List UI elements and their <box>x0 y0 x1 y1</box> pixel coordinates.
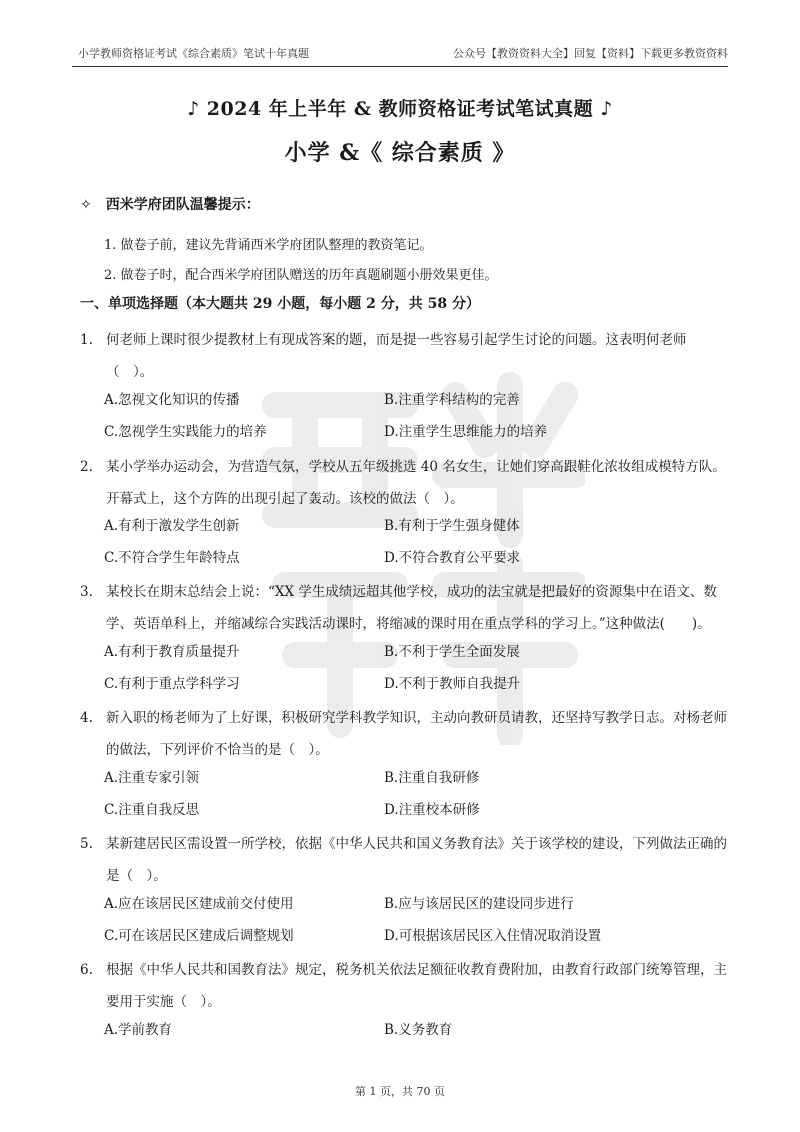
tip-item-2: 2. 做卷子时，配合西米学府团队赠送的历年真题刷题小册效果更佳。 <box>104 268 498 283</box>
option-c: C.注重自我反思 <box>104 802 200 818</box>
option-a: A.有利于激发学生创新 <box>104 518 240 534</box>
option-c: C.可在该居民区建成后调整规划 <box>104 928 294 944</box>
option-a: A.应在该居民区建成前交付使用 <box>104 896 294 912</box>
sparkle-icon: ✧ <box>80 197 92 213</box>
question-number: 3. <box>80 584 93 600</box>
option-a: A.注重专家引领 <box>104 770 200 786</box>
option-c: C.忽视学生实践能力的培养 <box>104 424 267 440</box>
question-4 <box>80 702 730 766</box>
page-footer: 第 1 页，共 70 页 <box>355 1085 445 1098</box>
option-a: A.有利于教育质量提升 <box>104 644 240 660</box>
option-d: D.注重校本研修 <box>384 802 480 818</box>
option-c: C.不符合学生年龄特点 <box>104 550 240 566</box>
question-number: 1. <box>80 332 93 348</box>
section-title: 一、单项选择题（本大题共 29 小题，每小题 2 分，共 58 分） <box>80 296 480 312</box>
question-number: 6. <box>80 962 93 978</box>
option-d: D.不符合教育公平要求 <box>384 550 521 566</box>
option-b: B.注重学科结构的完善 <box>384 392 520 408</box>
tips-heading-text: 西米学府团队温馨提示： <box>105 197 260 213</box>
header-right-text: 公众号【教资资料大全】回复【资料】下载更多教资资料 <box>453 47 728 60</box>
question-stem: 某校长在期末总结会上说：“XX 学生成绩远超其他学校，成功的法宝就是把最好的资源集中在语文、数学、英语单科上，并缩减综合实践活动课时，将缩减的课时用在重点学科的学习上。”这种做法( )。 <box>106 584 717 632</box>
question-stem: 新入职的杨老师为了上好课，积极研究学科教学知识，主动向教研员请教，还坚持写教学日志。对杨老师的做法，下列评价不恰当的是（ ）。 <box>106 710 727 758</box>
exam-title: ♪ 2024 年上半年 & 教师资格证考试笔试真题 ♪ <box>187 98 613 120</box>
option-b: B.义务教育 <box>384 1022 453 1038</box>
option-b: B.应与该居民区的建设同步进行 <box>384 896 574 912</box>
option-a: A.忽视文化知识的传播 <box>104 392 240 408</box>
question-6 <box>80 954 730 1018</box>
option-b: B.有利于学生强身健体 <box>384 518 520 534</box>
question-number: 5. <box>80 836 93 852</box>
option-c: C.有利于重点学科学习 <box>104 676 240 692</box>
tip-item-1: 1. 做卷子前，建议先背诵西米学府团队整理的教资笔记。 <box>104 238 433 253</box>
question-5 <box>80 828 730 892</box>
exam-subtitle: 小学 &《 综合素质 》 <box>284 140 516 166</box>
header-left-text: 小学教师资格证考试《综合素质》笔试十年真题 <box>78 47 309 60</box>
page-header <box>72 44 728 67</box>
option-d: D.不利于教师自我提升 <box>384 676 521 692</box>
question-number: 4. <box>80 710 93 726</box>
question-1 <box>80 324 730 388</box>
option-b: B.不利于学生全面发展 <box>384 644 520 660</box>
question-number: 2. <box>80 459 93 475</box>
tips-heading <box>80 194 260 214</box>
question-stem: 某小学举办运动会，为营造气氛，学校从五年级挑选 40 名女生，让她们穿高跟鞋化浓妆组成模特方队。开幕式上，这个方阵的出现引起了轰动。该校的做法（ ）。 <box>106 459 726 507</box>
question-3 <box>80 576 730 640</box>
option-a: A.学前教育 <box>104 1022 173 1038</box>
question-2 <box>80 451 730 515</box>
question-stem: 根据《中华人民共和国教育法》规定，税务机关依法足额征收教育费附加，由教育行政部门统筹管理，主要用于实施（ ）。 <box>106 962 727 1010</box>
option-d: D.注重学生思维能力的培养 <box>384 424 548 440</box>
option-d: D.可根据该居民区入住情况取消设置 <box>384 928 602 944</box>
option-b: B.注重自我研修 <box>384 770 480 786</box>
question-stem: 何老师上课时很少提教材上有现成答案的题，而是提一些容易引起学生讨论的问题。这表明何老师（ ）。 <box>106 332 687 380</box>
question-stem: 某新建居民区需设置一所学校，依据《中华人民共和国义务教育法》关于该学校的建设，下列做法正确的是（ ）。 <box>106 836 727 884</box>
